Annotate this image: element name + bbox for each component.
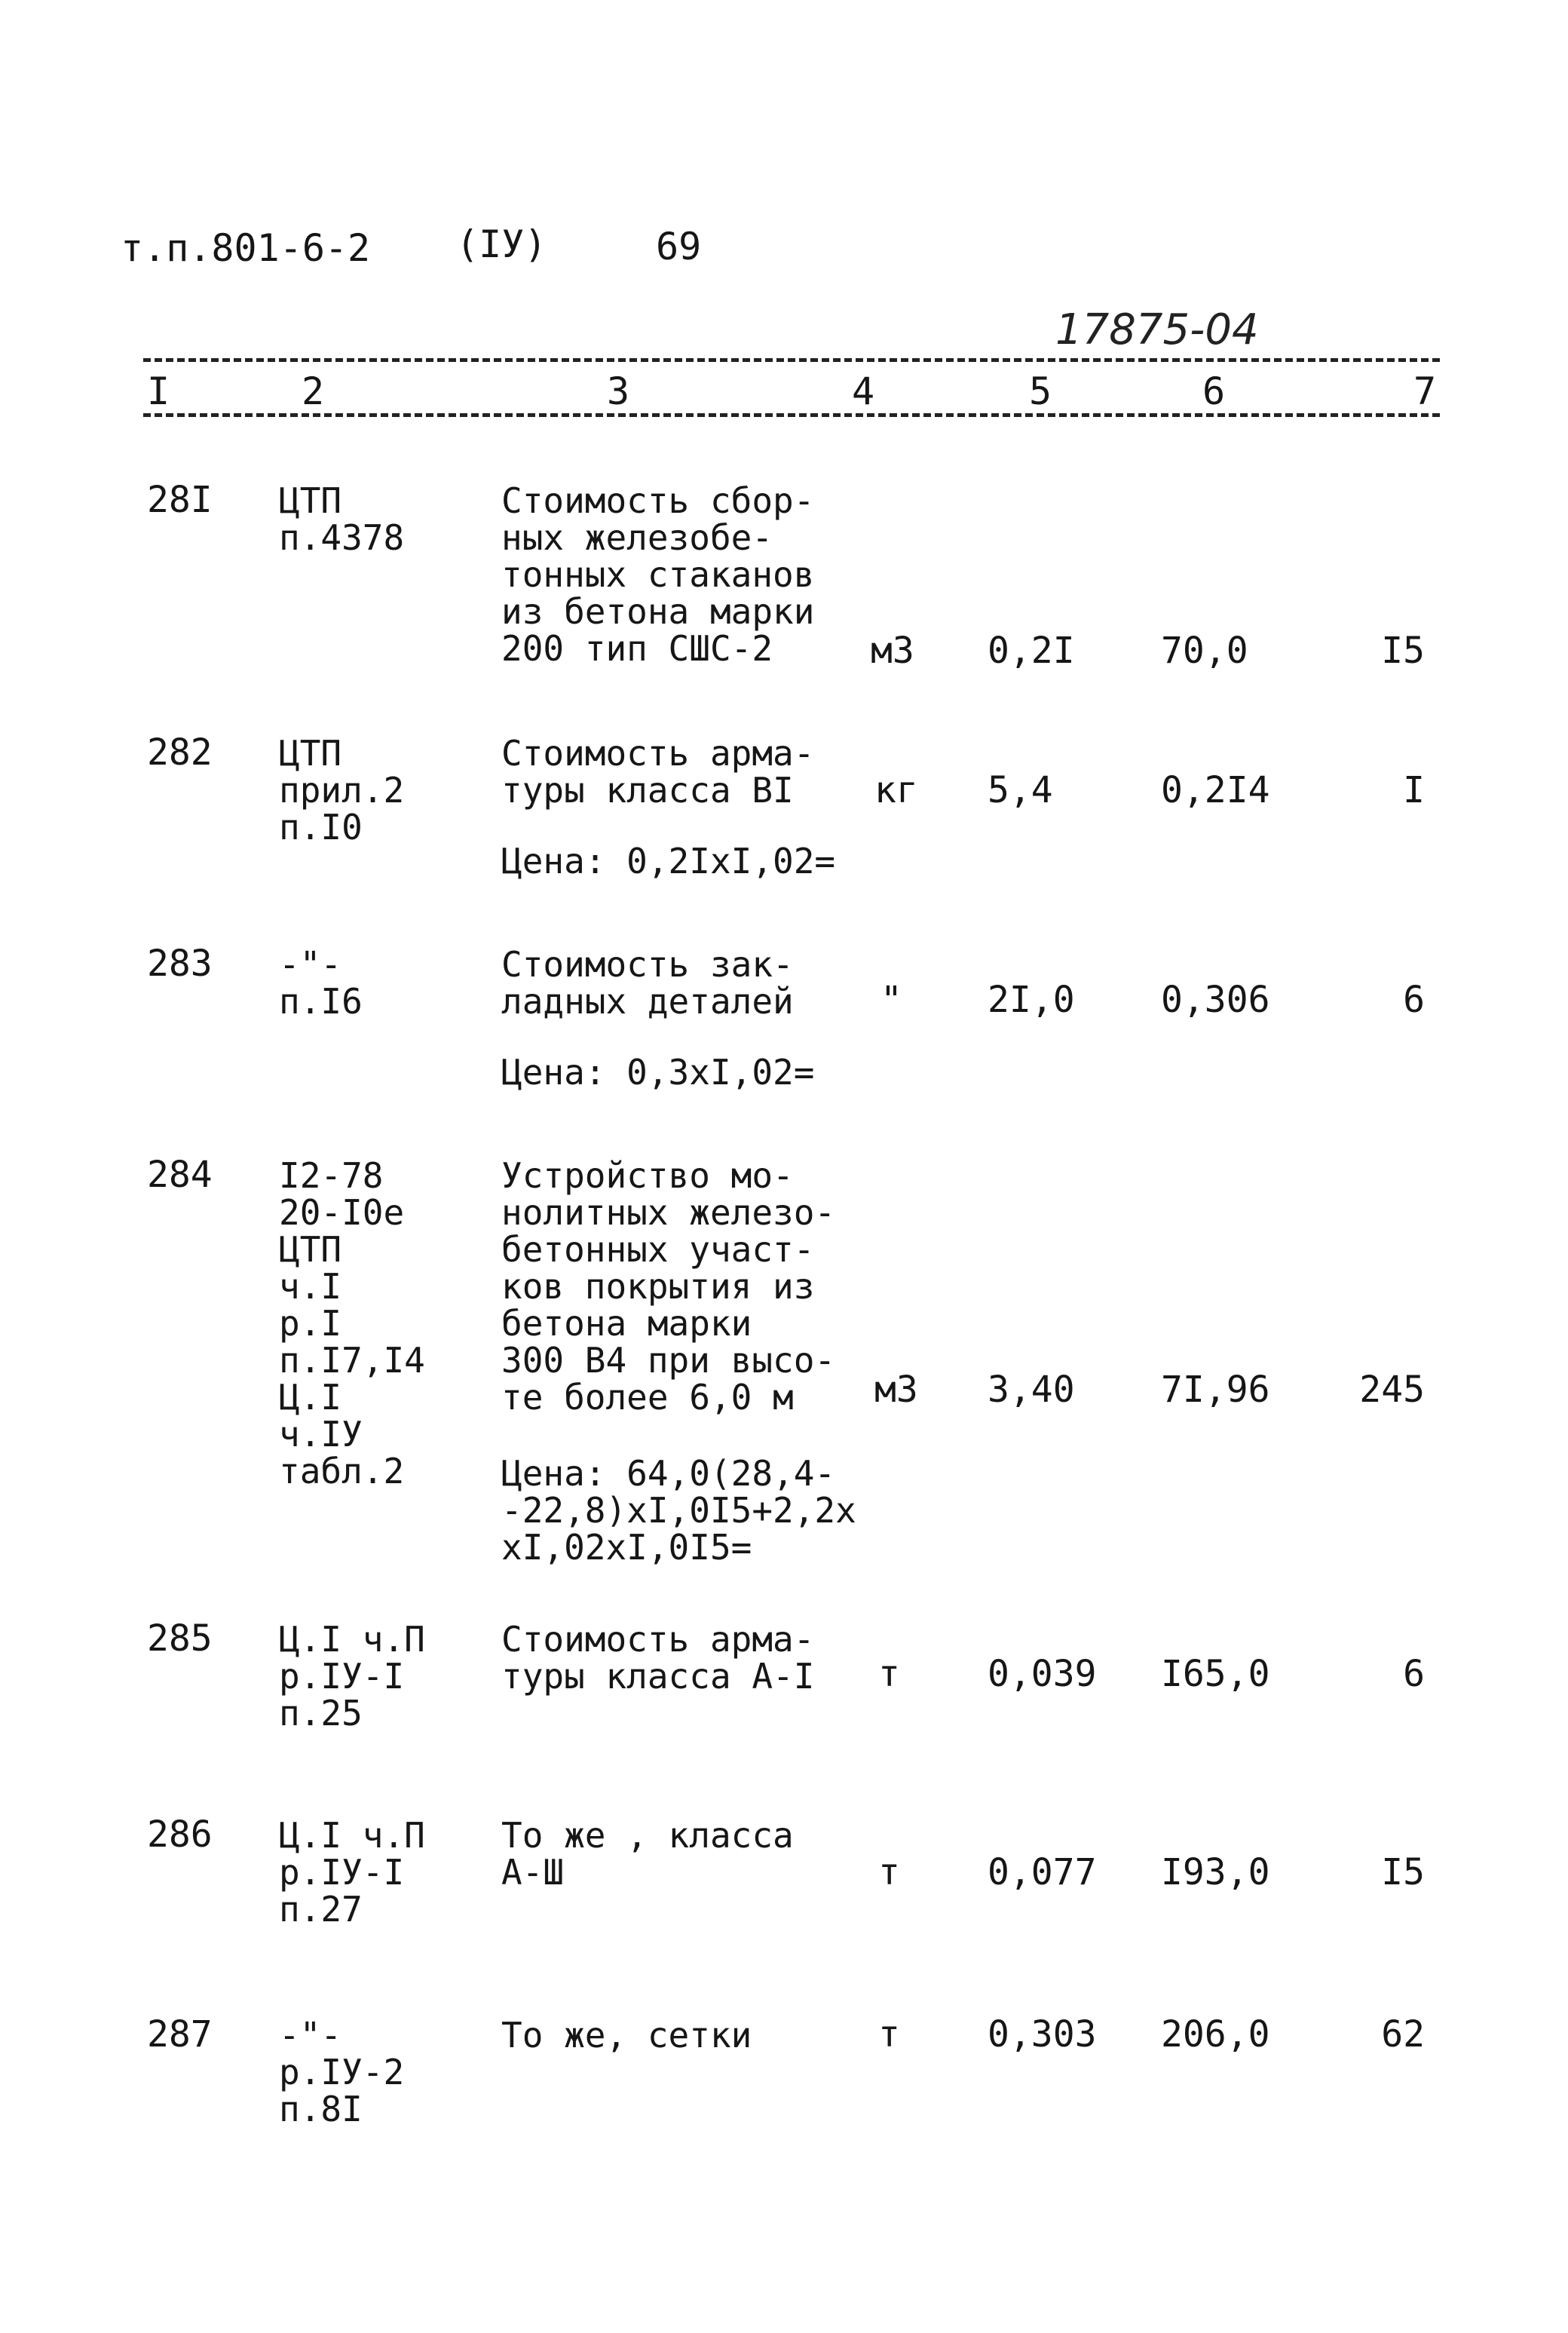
row-description: Устройство мо- нолитных железо- бетонных участ- ков покрытия из бетона марки 300 В4 при высо- те более 6,0 м	[501, 1155, 836, 1418]
row-unit-cost: 0,2I4	[1161, 769, 1270, 811]
row-reference: -"- п.I6	[279, 944, 363, 1022]
row-unit-cost: 7I,96	[1161, 1369, 1270, 1411]
row-unit-cost: 0,306	[1161, 979, 1270, 1021]
row-description: Стоимость сбор- ных железобе- тонных стаканов из бетона марки 200 тип СШС-2	[501, 480, 815, 669]
section-label: (IУ)	[456, 222, 547, 266]
row-unit: кг	[874, 769, 918, 811]
row-unit-cost: 70,0	[1161, 630, 1248, 672]
row-total: 6	[1403, 1653, 1425, 1695]
row-total: 6	[1403, 979, 1425, 1021]
row-reference: ЦТП п.4378	[279, 480, 405, 558]
row-quantity: 2I,0	[988, 979, 1075, 1021]
row-number: 287	[147, 2013, 213, 2056]
row-unit: т	[878, 1851, 900, 1893]
column-header-1: I	[147, 369, 170, 413]
row-unit-cost: I65,0	[1161, 1653, 1270, 1695]
row-unit: т	[878, 1653, 900, 1695]
row-reference: I2-78 20-I0е ЦТП ч.I р.I п.I7,I4 Ц.I ч.IУ табл.2	[279, 1155, 425, 1491]
row-unit-cost: I93,0	[1161, 1851, 1270, 1893]
header-top-rule	[143, 358, 1440, 362]
row-number: 286	[147, 1813, 213, 1856]
row-unit: т	[878, 2013, 900, 2056]
row-quantity: 0,039	[988, 1653, 1097, 1695]
column-header-4: 4	[852, 369, 875, 413]
row-quantity: 0,303	[988, 2013, 1097, 2056]
row-total: I5	[1381, 630, 1425, 672]
row-price-formula: Цена: 0,2IxI,02=	[501, 841, 836, 881]
row-reference: Ц.I ч.П р.IУ-I п.25	[279, 1619, 425, 1734]
row-reference: -"- р.IУ-2 п.8I	[279, 2015, 405, 2129]
row-unit: м3	[874, 1369, 918, 1411]
row-unit: "	[880, 979, 902, 1021]
column-header-6: 6	[1202, 369, 1226, 413]
column-header-3: 3	[607, 369, 630, 413]
header-bottom-rule	[143, 413, 1440, 417]
row-description: Стоимость зак- ладных деталей	[501, 944, 794, 1022]
row-quantity: 0,2I	[988, 630, 1075, 672]
row-total: I	[1403, 769, 1425, 811]
row-total: 62	[1381, 2013, 1425, 2056]
row-unit-cost: 206,0	[1161, 2013, 1270, 2056]
row-quantity: 3,40	[988, 1369, 1075, 1411]
column-header-2: 2	[302, 369, 325, 413]
page-number: 69	[656, 225, 702, 268]
row-description: То же , класса А-Ш	[501, 1815, 794, 1893]
row-quantity: 5,4	[988, 769, 1053, 811]
row-reference: Ц.I ч.П р.IУ-I п.27	[279, 1815, 425, 1930]
column-header-5: 5	[1029, 369, 1052, 413]
row-reference: ЦТП прил.2 п.I0	[279, 733, 405, 848]
row-price-formula: Цена: 0,3xI,02=	[501, 1052, 815, 1093]
document-code: т.п.801-6-2	[121, 226, 371, 270]
row-unit: м3	[871, 630, 914, 672]
row-price-formula: Цена: 64,0(28,4- -22,8)xI,0I5+2,2x xI,02xI,0I5=	[501, 1453, 856, 1568]
row-number: 283	[147, 943, 213, 985]
row-description: Стоимость арма- туры класса BI	[501, 733, 815, 811]
column-header-7: 7	[1413, 369, 1437, 413]
row-number: 282	[147, 731, 213, 774]
row-number: 285	[147, 1617, 213, 1660]
row-total: I5	[1381, 1851, 1425, 1893]
handwritten-reference: 17875-04	[1055, 305, 1259, 354]
row-description: То же, сетки	[501, 2015, 752, 2056]
row-total: 245	[1359, 1369, 1425, 1411]
row-number: 28I	[147, 479, 213, 521]
row-number: 284	[147, 1154, 213, 1196]
row-quantity: 0,077	[988, 1851, 1097, 1893]
row-description: Стоимость арма- туры класса А-I	[501, 1619, 815, 1697]
